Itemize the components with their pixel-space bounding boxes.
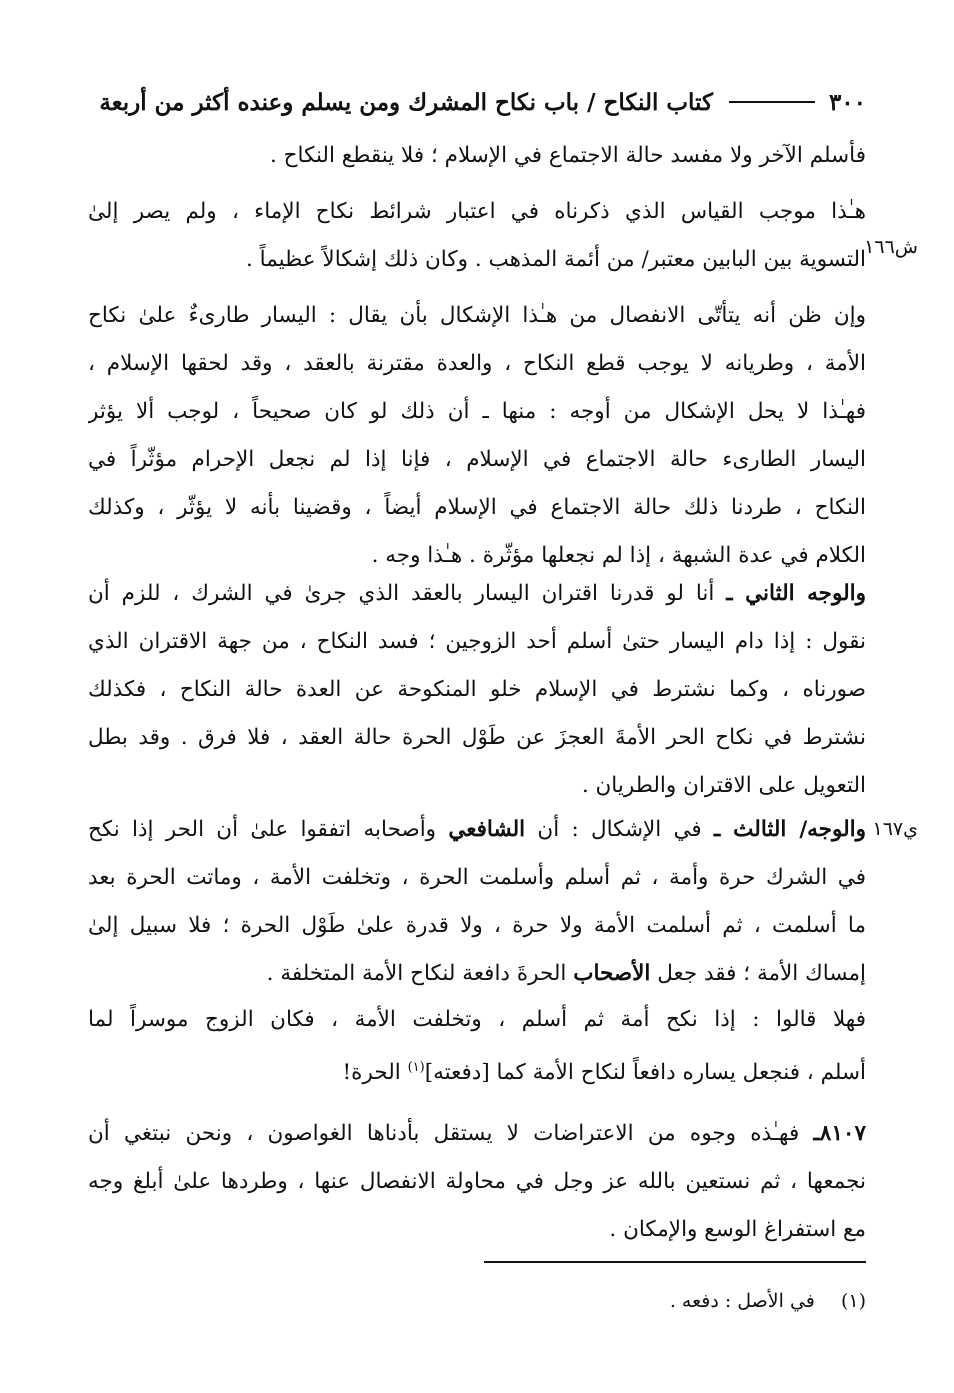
text-line: في الشرك حرة وأمة ، ثم أسلم وأسلمت الحرة ، وتخلفت الأمة ، وماتت الحرة بعد bbox=[88, 865, 866, 890]
paragraph-2 bbox=[88, 188, 866, 284]
text-line: فهـٰذا لا يحل الإشكال من أوجه : منها ـ أن ذلك لو كان صحيحاً ، لوجب ألا يؤثر bbox=[88, 399, 866, 424]
text-line: النكاح ، طردنا ذلك حالة الاجتماع في الإسلام أيضاً ، وقضينا بأنه لا يؤثّر ، وكذلك bbox=[88, 495, 866, 520]
text-line bbox=[88, 1044, 866, 1092]
paragraph-6 bbox=[88, 996, 866, 1092]
paragraph-7 bbox=[88, 1110, 866, 1254]
text-line: التسوية بين البابين معتبر/ من أئمة المذهب . وكان ذلك إشكالاً عظيماً . bbox=[246, 247, 866, 272]
text-line bbox=[88, 1110, 866, 1158]
page-number: ٣٠٠ bbox=[828, 88, 866, 116]
footnote-text: في الأصل : دفعه . bbox=[669, 1290, 815, 1312]
footnote bbox=[88, 1290, 866, 1312]
footnote-divider bbox=[484, 1261, 866, 1263]
text-line: نجمعها ، ثم نستعين بالله عز وجل في محاولة الانفصال عنها ، وطردها علىٰ أبلغ وجه bbox=[88, 1169, 866, 1194]
text-run: أسلم ، فنجعل يساره دافعاً لنكاح الأمة كما [دفعته] bbox=[424, 1060, 866, 1086]
text-line: الأمة ، وطريانه لا يوجب قطع النكاح ، والعدة مقترنة بالعقد ، وقد لحقها الإسلام ، bbox=[88, 351, 866, 376]
text-line: التعويل على الاقتران والطريان . bbox=[581, 773, 866, 798]
text-line: صورناه ، وكما نشترط في الإسلام خلو المنكوحة عن العدة حالة النكاح ، فكذلك bbox=[88, 677, 866, 702]
text-line bbox=[88, 570, 866, 618]
section-lead: والوجه/ الثالث ـ bbox=[713, 817, 866, 842]
text-line: فأسلم الآخر ولا مفسد حالة الاجتماع في الإسلام ؛ فلا ينقطع النكاح . bbox=[269, 143, 866, 168]
text-run: الحرةَ دافعة لنكاح الأمة المتخلفة . bbox=[266, 961, 574, 986]
text-line: الكلام في عدة الشبهة ، إذا لم نجعلها مؤثّرة . هـٰذا وجه . bbox=[371, 543, 866, 568]
footnote-ref: (١) bbox=[407, 1060, 425, 1075]
text-run: الحرة! bbox=[342, 1060, 408, 1086]
text-line: فهلا قالوا : إذا نكح أمة ثم أسلم ، وتخلفت الأمة ، فكان الزوج موسراً لما bbox=[88, 1007, 866, 1032]
text-line: هـٰذا موجب القياس الذي ذكرناه في اعتبار شرائط نكاح الإماء ، ولم يصر إلىٰ bbox=[88, 199, 866, 224]
text-line: مع استفراغ الوسع والإمكان . bbox=[609, 1217, 866, 1242]
term-ashab: الأصحاب bbox=[573, 961, 651, 986]
text-run: في الإشكال : أن bbox=[525, 817, 714, 842]
text-line: نشترط في نكاح الحر الأمةَ العجزَ عن طَوْل الحرة حالة العقد ، فلا فرق . وقد بطل bbox=[88, 725, 866, 750]
header-title: كتاب النكاح / باب نكاح المشرك ومن يسلم وعنده أكثر من أربعة bbox=[99, 88, 713, 116]
text-line bbox=[88, 950, 866, 998]
text-line: ما أسلمت ، ثم أسلمت الأمة ولا حرة ، ولا قدرة علىٰ طَوْل الحرة ؛ فلا سبيل إلىٰ bbox=[88, 913, 866, 938]
text-run: إمساك الأمة ؛ فقد جعل bbox=[650, 961, 866, 986]
text-line: نقول : إذا دام اليسار حتىٰ أسلم أحد الزوجين ؛ فسد النكاح ، من جهة الاقتران الذي bbox=[88, 629, 866, 654]
paragraph-4 bbox=[88, 570, 866, 810]
header-rule bbox=[729, 101, 815, 103]
paragraph-number: ٨١٠٧ـ bbox=[813, 1121, 866, 1146]
paragraph-5 bbox=[88, 806, 866, 998]
margin-note-y167: ي١٦٧ bbox=[872, 818, 918, 840]
name-shafii: الشافعي bbox=[448, 817, 526, 842]
section-lead: والوجه الثاني ـ bbox=[726, 581, 866, 606]
text-run: أنا لو قدرنا اقتران اليسار بالعقد الذي جرىٰ في الشرك ، للزم أن bbox=[88, 581, 727, 606]
paragraph-3 bbox=[88, 292, 866, 580]
text-line: وإن ظن أنه يتأتّى الانفصال من هـٰذا الإشكال بأن يقال : اليسار طارىءٌ علىٰ نكاح bbox=[88, 303, 866, 328]
text-run: فهـٰذه وجوه من الاعتراضات لا يستقل بأدناها الغواصون ، ونحن نبتغي أن bbox=[88, 1121, 814, 1146]
text-line: اليسار الطارىء حالة الاجتماع في الإسلام ، فإنا إذا لم نجعل الإحرام مؤثّراً في bbox=[88, 447, 866, 472]
text-line bbox=[88, 806, 866, 854]
running-header bbox=[88, 82, 866, 122]
text-run: وأصحابه اتفقوا علىٰ أن الحر إذا نكح bbox=[88, 817, 449, 842]
footnote-number: (١) bbox=[840, 1290, 866, 1312]
margin-note-sh166: ش١٦٦ bbox=[864, 236, 918, 258]
paragraph-1 bbox=[88, 132, 866, 180]
